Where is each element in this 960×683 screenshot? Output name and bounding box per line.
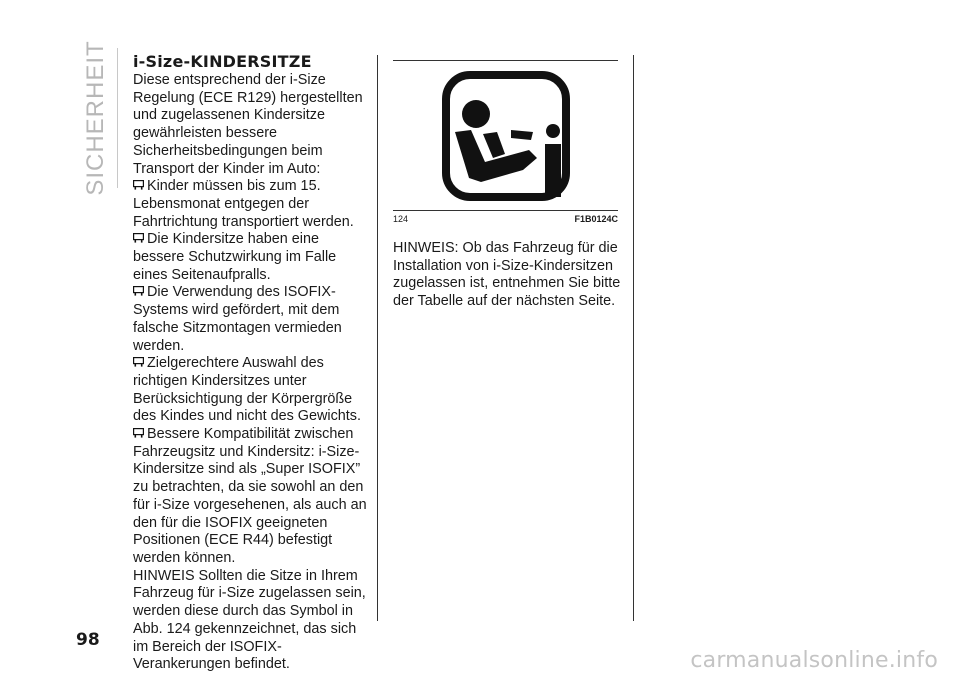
bullet-text: Die Kindersitze haben eine bessere Schutzwirkung im Falle eines Seitenaufpralls. (133, 231, 337, 283)
bullet-text: Bessere Kompatibilität zwischen Fahrzeugsitz und Kindersitz: i-Size-Kindersitze sind als „Super ISOFIX” zu betrachten, da sie sowohl an den für i-Size vorgesehenen, als auch an den für die ISOFIX geeigneten Positionen (ECE R44) befestigt werden können. (133, 426, 367, 566)
column-divider-left (377, 55, 378, 621)
bullet-item (133, 231, 368, 284)
column-divider-right (633, 55, 634, 621)
bullet-text: Kinder müssen bis zum 15. Lebensmonat entgegen der Fahrtrichtung transportiert werden. (133, 178, 354, 230)
child-seat-bullet-icon (133, 233, 144, 243)
child-seat-bullet-icon (133, 180, 144, 190)
bullet-item (133, 426, 368, 568)
watermark: carmanualsonline.info (690, 648, 938, 673)
i-size-child-seat-symbol-icon (441, 70, 571, 202)
child-seat-bullet-icon (133, 357, 144, 367)
bullet-item (133, 178, 368, 231)
child-seat-bullet-icon (133, 286, 144, 296)
figure-code: F1B0124C (574, 214, 618, 224)
text-column (133, 53, 368, 674)
side-tab-rule (117, 48, 118, 188)
page-number: 98 (76, 630, 100, 650)
side-tab (76, 40, 116, 196)
section-title: SICHERHEIT (82, 40, 109, 196)
intro-paragraph: Diese entsprechend der i-Size Regelung (ECE R129) hergestellten und zugelassenen Kindersitze gewährleisten bessere Sicherheitsbedingungen beim Transport der Kinder im Auto: (133, 72, 363, 177)
bullet-text: Die Verwendung des ISOFIX-Systems wird gefördert, mit dem falsche Sitzmontagen vermieden werden. (133, 284, 342, 354)
bullet-text: Zielgerechtere Auswahl des richtigen Kindersitzes unter Berücksichtigung der Körpergröße des Kindes und nicht des Gewichts. (133, 355, 361, 425)
figure-bottom-rule (393, 210, 618, 211)
section-heading: i-Size-KINDERSITZE (133, 52, 312, 71)
bullet-item (133, 355, 368, 426)
closing-paragraph: HINWEIS Sollten die Sitze in Ihrem Fahrzeug für i-Size zugelassen sein, werden diese durch das Symbol in Abb. 124 gekennzeichnet, das sich im Bereich der ISOFIX-Verankerungen befindet. (133, 567, 366, 673)
bullet-item (133, 284, 368, 355)
figure-number: 124 (393, 214, 409, 224)
figure-top-rule (393, 60, 618, 61)
bullet-list (133, 178, 368, 567)
child-seat-bullet-icon (133, 428, 144, 438)
figure-note: HINWEIS: Ob das Fahrzeug für die Installation von i-Size-Kindersitzen zugelassen ist, entnehmen Sie bitte der Tabelle auf der nächsten Seite. (393, 240, 621, 310)
